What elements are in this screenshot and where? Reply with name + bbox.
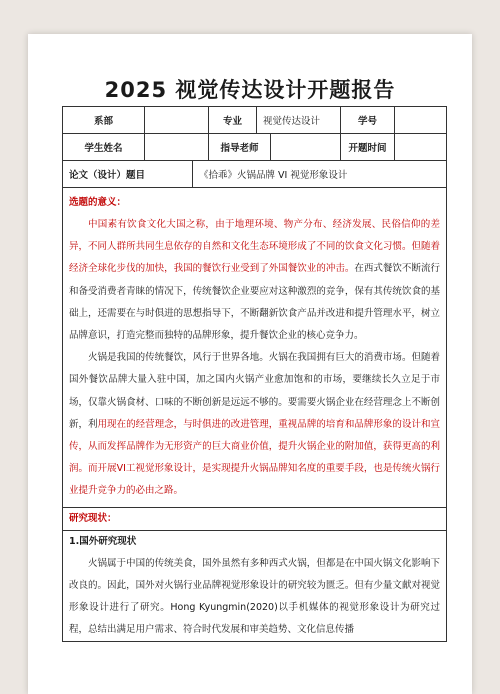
foreign-status-paragraph: 火锅属于中国的传统美食，国外虽然有多种西式火锅，但都是在中国火锅文化影响下改良的。因此，国外对火锅行业品牌视觉形象设计的研究较为匮乏。但有少量文献对视觉形象设计进行了研究。Hong Kyungmin(2020)以手机媒体的视觉形象设计为研究过程，总结出满足用户需求、符合时代发展和审美趋势、文化信息传播: [69, 557, 440, 636]
topic-value[interactable]: 《拾乖》火锅品牌 VI 视觉形象设计: [199, 170, 348, 181]
significance-paragraph-2: [69, 347, 440, 502]
topic-label: 论文（设计）题目: [63, 161, 193, 187]
significance-p2-text: 火锅是我国的传统餐饮，风行于世界各地。火锅在我国拥有巨大的消费市场。但随着国外餐饮品牌大量入驻中国，加之国内火锅产业愈加饱和的市场，要继续长久立足于市场，仅靠火锅食材、口味的不断创新是远远不够的。要需要火锅企业在经营理念上不断创新，利: [69, 352, 440, 430]
student-name-value[interactable]: [145, 134, 209, 160]
student-id-label: 学号: [341, 107, 395, 133]
significance-paragraph-1: [69, 214, 440, 347]
major-label: 专业: [209, 107, 257, 133]
significance-p2-highlight: 用现在的经营理念，与时俱进的改进管理，重视品牌的培育和品牌形象的设计和宣传，从而发挥品牌作为无形资产的巨大商业价值，提升火锅企业的附加值，获得更高的利润。而开展VI工视觉形象设计，是实现提升火锅品牌知名度的重要手段，也是传统火锅行业提升竞争力的必由之路。: [69, 418, 440, 497]
open-time-value[interactable]: [395, 134, 446, 160]
significance-heading: 选题的意义：: [69, 197, 127, 208]
advisor-value[interactable]: [271, 134, 341, 160]
dept-value[interactable]: [145, 107, 209, 133]
report-form: [62, 106, 447, 642]
student-name-label: 学生姓名: [63, 134, 145, 160]
info-row-1: [63, 107, 446, 134]
major-value[interactable]: 视觉传达设计: [257, 107, 341, 133]
open-time-label: 开题时间: [341, 134, 395, 160]
document-page: [28, 34, 472, 694]
student-id-value[interactable]: [395, 107, 446, 133]
info-row-2: [63, 134, 446, 161]
advisor-label: 指导老师: [209, 134, 271, 160]
significance-p1-highlight: 中国素有饮食文化大国之称，由于地理环境、物产分布、经济发展、民俗信仰的差异，不同人群所共同生息依存的自然和文化生态环境形成了不同的饮食文化习惯。但随着经济全球化步伐的加快，我国的餐饮行业受到了外国餐饮业的冲击。: [69, 219, 440, 275]
foreign-status-subheading: 1.国外研究现状: [69, 535, 137, 547]
significance-p1-text: 在西式餐饮不断流行和备受消费者青睐的情况下，传统餐饮企业要应对这种激烈的竞争，保有其传统饮食的基础上，还需要在与时俱进的思想指导下，不断翻新饮食产品并改进和提升管理水平，树立品牌意识，打造完整而独特的品牌形象，提升餐饮企业的核心竞争力。: [69, 263, 440, 342]
status-heading: 研究现状：: [69, 512, 117, 524]
report-body: [63, 188, 446, 641]
page-title: 2025 视觉传达设计开题报告: [104, 78, 396, 102]
info-row-3: [63, 161, 446, 188]
dept-label: 系部: [63, 107, 145, 133]
